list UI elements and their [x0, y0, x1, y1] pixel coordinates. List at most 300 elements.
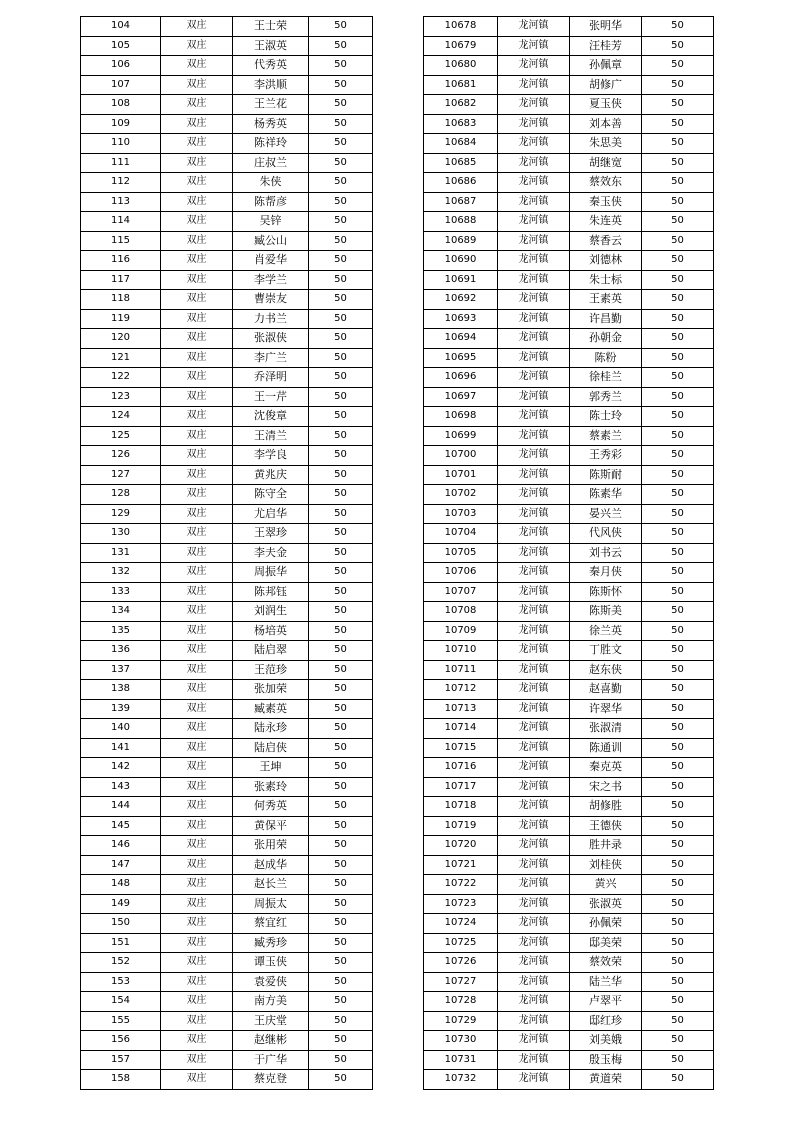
table-row: [424, 504, 714, 524]
amount-cell: 50: [642, 290, 714, 310]
name-cell: 蔡宜红: [233, 914, 309, 934]
town-cell: 龙河镇: [498, 368, 570, 388]
amount-cell: 50: [642, 563, 714, 583]
row-number-cell: 142: [81, 758, 161, 778]
table-row: [81, 543, 373, 563]
amount-cell: 50: [309, 758, 373, 778]
name-cell: 孙佩荣: [570, 914, 642, 934]
amount-cell: 50: [309, 465, 373, 485]
row-number-cell: 10708: [424, 602, 498, 622]
row-number-cell: 125: [81, 426, 161, 446]
table-row: [424, 153, 714, 173]
table-row: [424, 309, 714, 329]
table-row: [81, 36, 373, 56]
name-cell: 陆兰华: [570, 972, 642, 992]
table-row: [81, 329, 373, 349]
town-cell: 龙河镇: [498, 933, 570, 953]
town-cell: 龙河镇: [498, 953, 570, 973]
table-row: [81, 914, 373, 934]
row-number-cell: 10727: [424, 972, 498, 992]
name-cell: 何秀英: [233, 797, 309, 817]
name-cell: 卢翠平: [570, 992, 642, 1012]
amount-cell: 50: [309, 875, 373, 895]
amount-cell: 50: [309, 231, 373, 251]
town-cell: 龙河镇: [498, 797, 570, 817]
amount-cell: 50: [642, 153, 714, 173]
name-cell: 力书兰: [233, 309, 309, 329]
amount-cell: 50: [309, 699, 373, 719]
name-cell: 晏兴兰: [570, 504, 642, 524]
amount-cell: 50: [309, 56, 373, 76]
town-cell: 双庄: [161, 602, 233, 622]
town-cell: 双庄: [161, 485, 233, 505]
row-number-cell: 10691: [424, 270, 498, 290]
table-row: [81, 1011, 373, 1031]
name-cell: 李夫金: [233, 543, 309, 563]
row-number-cell: 144: [81, 797, 161, 817]
town-cell: 龙河镇: [498, 855, 570, 875]
table-row: [424, 387, 714, 407]
amount-cell: 50: [309, 524, 373, 544]
town-cell: 双庄: [161, 797, 233, 817]
table-row: [424, 426, 714, 446]
name-cell: 臧秀珍: [233, 933, 309, 953]
table-row: [81, 602, 373, 622]
table-row: [424, 738, 714, 758]
name-cell: 陈素华: [570, 485, 642, 505]
table-row: [81, 485, 373, 505]
name-cell: 李学兰: [233, 270, 309, 290]
amount-cell: 50: [309, 114, 373, 134]
amount-cell: 50: [642, 699, 714, 719]
town-cell: 龙河镇: [498, 1070, 570, 1090]
table-row: [424, 855, 714, 875]
name-cell: 张淑英: [570, 894, 642, 914]
row-number-cell: 140: [81, 719, 161, 739]
table-row: [424, 719, 714, 739]
amount-cell: 50: [309, 972, 373, 992]
amount-cell: 50: [642, 582, 714, 602]
name-cell: 殷玉梅: [570, 1050, 642, 1070]
row-number-cell: 10692: [424, 290, 498, 310]
row-number-cell: 156: [81, 1031, 161, 1051]
name-cell: 陈通训: [570, 738, 642, 758]
town-cell: 龙河镇: [498, 621, 570, 641]
amount-cell: 50: [642, 251, 714, 271]
table-row: [81, 387, 373, 407]
table-row: [81, 758, 373, 778]
amount-cell: 50: [642, 641, 714, 661]
amount-cell: 50: [309, 290, 373, 310]
town-cell: 双庄: [161, 368, 233, 388]
amount-cell: 50: [642, 1070, 714, 1090]
amount-cell: 50: [642, 465, 714, 485]
name-cell: 张加荣: [233, 680, 309, 700]
table-row: [424, 543, 714, 563]
name-cell: 代风侠: [570, 524, 642, 544]
town-cell: 龙河镇: [498, 1050, 570, 1070]
amount-cell: 50: [642, 1050, 714, 1070]
row-number-cell: 10714: [424, 719, 498, 739]
table-row: [81, 192, 373, 212]
table-row: [81, 699, 373, 719]
row-number-cell: 118: [81, 290, 161, 310]
amount-cell: 50: [309, 1050, 373, 1070]
town-cell: 龙河镇: [498, 290, 570, 310]
amount-cell: 50: [642, 680, 714, 700]
table-row: [81, 270, 373, 290]
row-number-cell: 10688: [424, 212, 498, 232]
name-cell: 黄保平: [233, 816, 309, 836]
town-cell: 双庄: [161, 680, 233, 700]
town-cell: 双庄: [161, 426, 233, 446]
amount-cell: 50: [642, 348, 714, 368]
amount-cell: 50: [642, 543, 714, 563]
name-cell: 赵长兰: [233, 875, 309, 895]
table-row: [81, 738, 373, 758]
table-row: [81, 56, 373, 76]
amount-cell: 50: [309, 621, 373, 641]
name-cell: 刘书云: [570, 543, 642, 563]
town-cell: 龙河镇: [498, 563, 570, 583]
name-cell: 陈邦钰: [233, 582, 309, 602]
name-cell: 王坤: [233, 758, 309, 778]
table-row: [81, 134, 373, 154]
table-row: [424, 1050, 714, 1070]
row-number-cell: 107: [81, 75, 161, 95]
table-row: [424, 875, 714, 895]
amount-cell: 50: [642, 504, 714, 524]
amount-cell: 50: [309, 933, 373, 953]
name-cell: 孙朝金: [570, 329, 642, 349]
row-number-cell: 139: [81, 699, 161, 719]
town-cell: 龙河镇: [498, 95, 570, 115]
amount-cell: 50: [642, 56, 714, 76]
amount-cell: 50: [642, 485, 714, 505]
name-cell: 周振太: [233, 894, 309, 914]
name-cell: 赵喜勤: [570, 680, 642, 700]
amount-cell: 50: [309, 446, 373, 466]
amount-cell: 50: [642, 758, 714, 778]
town-cell: 龙河镇: [498, 758, 570, 778]
name-cell: 邸美荣: [570, 933, 642, 953]
amount-cell: 50: [642, 738, 714, 758]
name-cell: 王淑英: [233, 36, 309, 56]
row-number-cell: 10695: [424, 348, 498, 368]
table-row: [424, 563, 714, 583]
name-cell: 王士荣: [233, 17, 309, 37]
amount-cell: 50: [309, 192, 373, 212]
amount-cell: 50: [309, 1011, 373, 1031]
town-cell: 双庄: [161, 36, 233, 56]
amount-cell: 50: [642, 192, 714, 212]
row-number-cell: 10697: [424, 387, 498, 407]
row-number-cell: 10698: [424, 407, 498, 427]
row-number-cell: 10728: [424, 992, 498, 1012]
row-number-cell: 135: [81, 621, 161, 641]
amount-cell: 50: [309, 329, 373, 349]
amount-cell: 50: [309, 719, 373, 739]
table-row: [424, 485, 714, 505]
town-cell: 龙河镇: [498, 17, 570, 37]
table-row: [424, 17, 714, 37]
row-number-cell: 129: [81, 504, 161, 524]
town-cell: 双庄: [161, 777, 233, 797]
row-number-cell: 10719: [424, 816, 498, 836]
row-number-cell: 10686: [424, 173, 498, 193]
table-row: [81, 894, 373, 914]
name-cell: 汪桂芳: [570, 36, 642, 56]
row-number-cell: 148: [81, 875, 161, 895]
name-cell: 王素英: [570, 290, 642, 310]
row-number-cell: 109: [81, 114, 161, 134]
town-cell: 龙河镇: [498, 75, 570, 95]
town-cell: 双庄: [161, 75, 233, 95]
row-number-cell: 152: [81, 953, 161, 973]
row-number-cell: 133: [81, 582, 161, 602]
table-row: [424, 797, 714, 817]
row-number-cell: 10680: [424, 56, 498, 76]
amount-cell: 50: [309, 543, 373, 563]
town-cell: 龙河镇: [498, 56, 570, 76]
amount-cell: 50: [642, 855, 714, 875]
row-number-cell: 154: [81, 992, 161, 1012]
town-cell: 双庄: [161, 290, 233, 310]
town-cell: 双庄: [161, 894, 233, 914]
table-row: [81, 855, 373, 875]
row-number-cell: 10690: [424, 251, 498, 271]
name-cell: 夏玉侠: [570, 95, 642, 115]
table-row: [81, 641, 373, 661]
town-cell: 双庄: [161, 173, 233, 193]
amount-cell: 50: [642, 719, 714, 739]
table-row: [81, 777, 373, 797]
town-cell: 龙河镇: [498, 504, 570, 524]
amount-cell: 50: [642, 114, 714, 134]
table-row: [81, 933, 373, 953]
roster-body-right: [424, 17, 714, 1090]
table-row: [424, 602, 714, 622]
name-cell: 杨培英: [233, 621, 309, 641]
town-cell: 龙河镇: [498, 407, 570, 427]
row-number-cell: 158: [81, 1070, 161, 1090]
town-cell: 龙河镇: [498, 836, 570, 856]
amount-cell: 50: [309, 953, 373, 973]
amount-cell: 50: [642, 17, 714, 37]
table-row: [81, 504, 373, 524]
row-number-cell: 10724: [424, 914, 498, 934]
name-cell: 许翠华: [570, 699, 642, 719]
row-number-cell: 127: [81, 465, 161, 485]
table-row: [424, 972, 714, 992]
table-row: [424, 894, 714, 914]
name-cell: 代秀英: [233, 56, 309, 76]
roster-table-right: [423, 16, 714, 1090]
town-cell: 双庄: [161, 212, 233, 232]
amount-cell: 50: [309, 17, 373, 37]
town-cell: 龙河镇: [498, 465, 570, 485]
row-number-cell: 104: [81, 17, 161, 37]
row-number-cell: 10712: [424, 680, 498, 700]
town-cell: 双庄: [161, 855, 233, 875]
table-row: [424, 524, 714, 544]
amount-cell: 50: [309, 36, 373, 56]
town-cell: 双庄: [161, 1050, 233, 1070]
row-number-cell: 113: [81, 192, 161, 212]
name-cell: 胜井录: [570, 836, 642, 856]
amount-cell: 50: [309, 797, 373, 817]
row-number-cell: 150: [81, 914, 161, 934]
town-cell: 龙河镇: [498, 173, 570, 193]
amount-cell: 50: [309, 251, 373, 271]
row-number-cell: 105: [81, 36, 161, 56]
name-cell: 黄兴: [570, 875, 642, 895]
row-number-cell: 10685: [424, 153, 498, 173]
table-row: [81, 465, 373, 485]
row-number-cell: 10725: [424, 933, 498, 953]
town-cell: 龙河镇: [498, 894, 570, 914]
name-cell: 沈俊章: [233, 407, 309, 427]
amount-cell: 50: [309, 738, 373, 758]
town-cell: 双庄: [161, 719, 233, 739]
name-cell: 陈祥玲: [233, 134, 309, 154]
name-cell: 陆永珍: [233, 719, 309, 739]
row-number-cell: 10705: [424, 543, 498, 563]
name-cell: 孙佩章: [570, 56, 642, 76]
row-number-cell: 143: [81, 777, 161, 797]
town-cell: 龙河镇: [498, 875, 570, 895]
table-row: [81, 212, 373, 232]
amount-cell: 50: [309, 407, 373, 427]
town-cell: 龙河镇: [498, 680, 570, 700]
row-number-cell: 10730: [424, 1031, 498, 1051]
table-row: [424, 368, 714, 388]
row-number-cell: 149: [81, 894, 161, 914]
town-cell: 双庄: [161, 504, 233, 524]
table-row: [81, 446, 373, 466]
amount-cell: 50: [642, 524, 714, 544]
table-row: [424, 1031, 714, 1051]
table-row: [424, 270, 714, 290]
name-cell: 庄叔兰: [233, 153, 309, 173]
town-cell: 龙河镇: [498, 992, 570, 1012]
row-number-cell: 131: [81, 543, 161, 563]
row-number-cell: 10713: [424, 699, 498, 719]
amount-cell: 50: [642, 368, 714, 388]
town-cell: 双庄: [161, 407, 233, 427]
amount-cell: 50: [642, 933, 714, 953]
name-cell: 王秀彩: [570, 446, 642, 466]
amount-cell: 50: [642, 660, 714, 680]
town-cell: 龙河镇: [498, 270, 570, 290]
table-row: [81, 972, 373, 992]
amount-cell: 50: [309, 504, 373, 524]
name-cell: 王庆堂: [233, 1011, 309, 1031]
amount-cell: 50: [309, 426, 373, 446]
row-number-cell: 120: [81, 329, 161, 349]
table-row: [424, 134, 714, 154]
amount-cell: 50: [642, 95, 714, 115]
row-number-cell: 10700: [424, 446, 498, 466]
table-row: [424, 933, 714, 953]
row-number-cell: 124: [81, 407, 161, 427]
table-row: [424, 231, 714, 251]
row-number-cell: 146: [81, 836, 161, 856]
amount-cell: 50: [642, 1031, 714, 1051]
name-cell: 郭秀兰: [570, 387, 642, 407]
town-cell: 双庄: [161, 270, 233, 290]
town-cell: 双庄: [161, 972, 233, 992]
name-cell: 王翠珍: [233, 524, 309, 544]
amount-cell: 50: [309, 173, 373, 193]
row-number-cell: 110: [81, 134, 161, 154]
table-row: [81, 797, 373, 817]
row-number-cell: 10681: [424, 75, 498, 95]
town-cell: 双庄: [161, 309, 233, 329]
table-row: [81, 309, 373, 329]
amount-cell: 50: [309, 777, 373, 797]
amount-cell: 50: [309, 992, 373, 1012]
table-row: [424, 465, 714, 485]
table-row: [424, 836, 714, 856]
town-cell: 双庄: [161, 836, 233, 856]
amount-cell: 50: [309, 816, 373, 836]
table-row: [81, 153, 373, 173]
row-number-cell: 10729: [424, 1011, 498, 1031]
name-cell: 王范珍: [233, 660, 309, 680]
row-number-cell: 10689: [424, 231, 498, 251]
town-cell: 双庄: [161, 17, 233, 37]
table-row: [81, 816, 373, 836]
amount-cell: 50: [642, 621, 714, 641]
row-number-cell: 10731: [424, 1050, 498, 1070]
town-cell: 龙河镇: [498, 348, 570, 368]
table-row: [81, 875, 373, 895]
town-cell: 龙河镇: [498, 1031, 570, 1051]
table-row: [424, 660, 714, 680]
name-cell: 陈守全: [233, 485, 309, 505]
name-cell: 蔡香云: [570, 231, 642, 251]
amount-cell: 50: [309, 855, 373, 875]
town-cell: 双庄: [161, 992, 233, 1012]
amount-cell: 50: [642, 134, 714, 154]
town-cell: 双庄: [161, 95, 233, 115]
row-number-cell: 128: [81, 485, 161, 505]
name-cell: 刘润生: [233, 602, 309, 622]
name-cell: 秦玉侠: [570, 192, 642, 212]
row-number-cell: 122: [81, 368, 161, 388]
town-cell: 龙河镇: [498, 485, 570, 505]
row-number-cell: 126: [81, 446, 161, 466]
row-number-cell: 10687: [424, 192, 498, 212]
name-cell: 丁胜文: [570, 641, 642, 661]
row-number-cell: 10710: [424, 641, 498, 661]
name-cell: 陆启翠: [233, 641, 309, 661]
town-cell: 龙河镇: [498, 134, 570, 154]
row-number-cell: 10707: [424, 582, 498, 602]
row-number-cell: 10683: [424, 114, 498, 134]
amount-cell: 50: [309, 153, 373, 173]
name-cell: 臧公山: [233, 231, 309, 251]
town-cell: 双庄: [161, 660, 233, 680]
row-number-cell: 147: [81, 855, 161, 875]
name-cell: 宋之书: [570, 777, 642, 797]
row-number-cell: 108: [81, 95, 161, 115]
amount-cell: 50: [309, 836, 373, 856]
amount-cell: 50: [642, 212, 714, 232]
amount-cell: 50: [642, 329, 714, 349]
row-number-cell: 10709: [424, 621, 498, 641]
